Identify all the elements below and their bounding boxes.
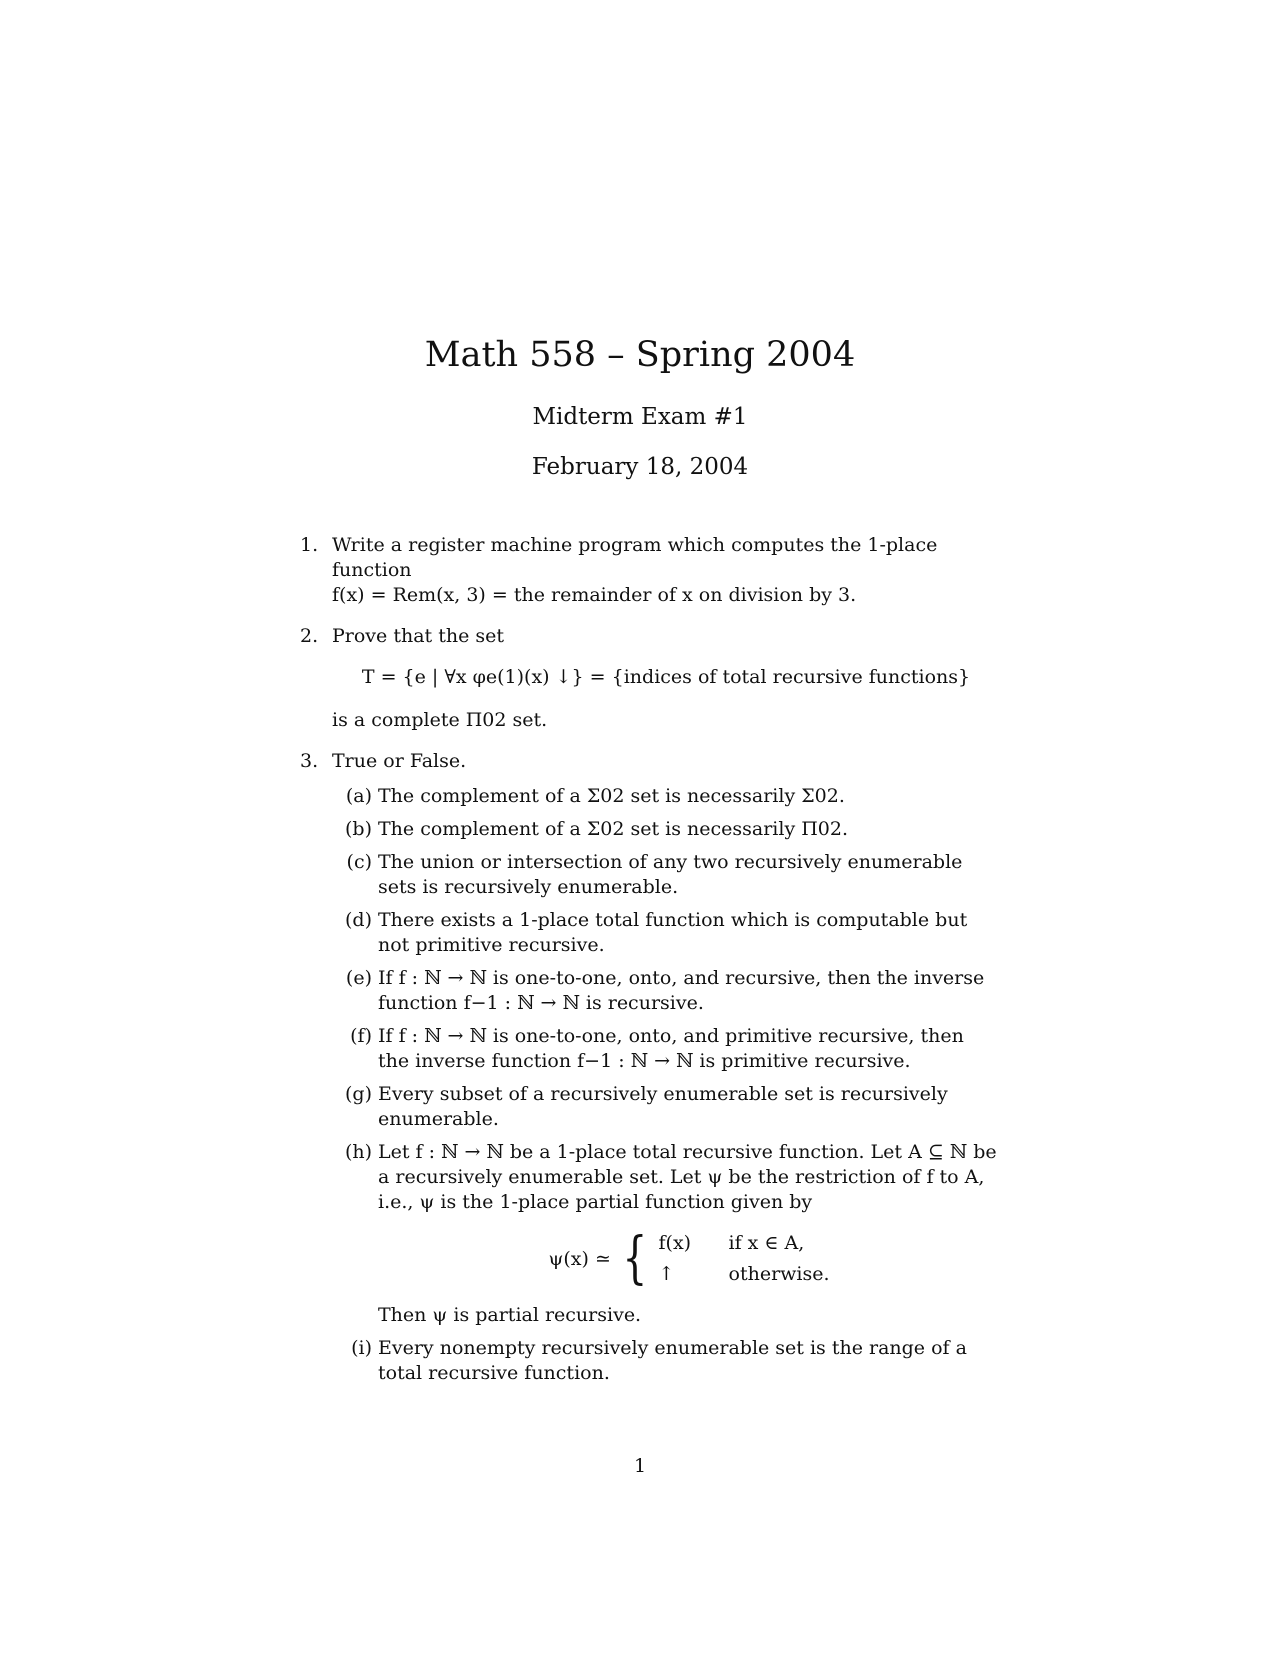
case-2-condition: otherwise. bbox=[728, 1263, 830, 1285]
page-number: 1 bbox=[633, 1455, 647, 1477]
problem-3-intro: True or False. bbox=[332, 750, 467, 772]
set-definition-equation: T = {e | ∀x φe(1)(x) ↓} = {indices of total recursive functions} bbox=[361, 666, 971, 688]
statement-text: Every nonempty recursively enumerable set is the range of a total recursive function. bbox=[378, 1337, 967, 1384]
statement-text: The complement of a Σ02 set is necessarily Σ02. bbox=[378, 785, 845, 807]
case-2-value: ↑ bbox=[658, 1263, 675, 1285]
statement-label: (e) bbox=[345, 967, 372, 989]
statement-label: (d) bbox=[345, 909, 372, 931]
problem-1-line-1: Write a register machine program which computes the 1-place function bbox=[332, 534, 938, 581]
statement-h-conclusion: Then ψ is partial recursive. bbox=[378, 1304, 642, 1326]
statement-label: (c) bbox=[346, 851, 372, 873]
exam-title: Math 558 – Spring 2004 bbox=[424, 335, 856, 375]
left-brace: { bbox=[622, 1226, 648, 1291]
exam-date: February 18, 2004 bbox=[531, 454, 749, 480]
exam-body bbox=[300, 533, 1000, 1402]
statement-text: If f : ℕ → ℕ is one-to-one, onto, and recursive, then the inverse function f−1 : ℕ → ℕ is recursive. bbox=[378, 967, 985, 1014]
statement-c bbox=[332, 850, 1000, 900]
statement-d bbox=[332, 908, 1000, 958]
statement-label: (f) bbox=[350, 1025, 372, 1047]
statement-text: The union or intersection of any two recursively enumerable sets is recursively enumerable. bbox=[378, 851, 963, 898]
piecewise-cases bbox=[659, 1231, 830, 1287]
statement-text: If f : ℕ → ℕ is one-to-one, onto, and primitive recursive, then the inverse function f−1 : ℕ → ℕ is primitive recursive. bbox=[378, 1025, 964, 1072]
piecewise-lhs: ψ(x) ≃ bbox=[548, 1247, 611, 1270]
problem-3 bbox=[300, 749, 1000, 1386]
statement-label: (g) bbox=[345, 1083, 372, 1105]
statement-text: Let f : ℕ → ℕ be a 1-place total recursive function. Let A ⊆ ℕ be a recursively enumerable set. Let ψ be the restriction of f to A, i.e., ψ is the 1-place partial function given by bbox=[378, 1141, 997, 1213]
statement-label: (h) bbox=[344, 1141, 372, 1163]
statement-text: Every subset of a recursively enumerable set is recursively enumerable. bbox=[378, 1083, 948, 1130]
statement-i bbox=[332, 1336, 1000, 1386]
statement-label: (b) bbox=[345, 818, 372, 840]
statement-h bbox=[332, 1140, 1000, 1328]
statement-a bbox=[332, 784, 1000, 809]
statement-g bbox=[332, 1082, 1000, 1132]
problem-1 bbox=[300, 533, 1000, 608]
statement-e bbox=[332, 966, 1000, 1016]
piecewise-definition bbox=[378, 1226, 1000, 1291]
problem-1-line-2: f(x) = Rem(x, 3) = the remainder of x on division by 3. bbox=[332, 584, 857, 606]
true-false-list bbox=[332, 784, 1000, 1386]
case-1-value: f(x) bbox=[658, 1232, 692, 1254]
problem-2 bbox=[300, 624, 1000, 733]
problem-2-intro: Prove that the set bbox=[332, 625, 504, 647]
problem-number: 2. bbox=[300, 625, 319, 647]
exam-subtitle: Midterm Exam #1 bbox=[532, 404, 748, 430]
statement-label: (a) bbox=[345, 785, 372, 807]
problem-number: 3. bbox=[300, 750, 319, 772]
problem-2-outro: is a complete Π02 set. bbox=[332, 709, 548, 731]
statement-text: The complement of a Σ02 set is necessarily Π02. bbox=[378, 818, 848, 840]
statement-text: There exists a 1-place total function which is computable but not primitive recursive. bbox=[378, 909, 968, 956]
statement-f bbox=[332, 1024, 1000, 1074]
statement-label: (i) bbox=[351, 1337, 372, 1359]
problem-number: 1. bbox=[300, 534, 319, 556]
statement-b bbox=[332, 817, 1000, 842]
case-1-condition: if x ∈ A, bbox=[728, 1232, 805, 1254]
